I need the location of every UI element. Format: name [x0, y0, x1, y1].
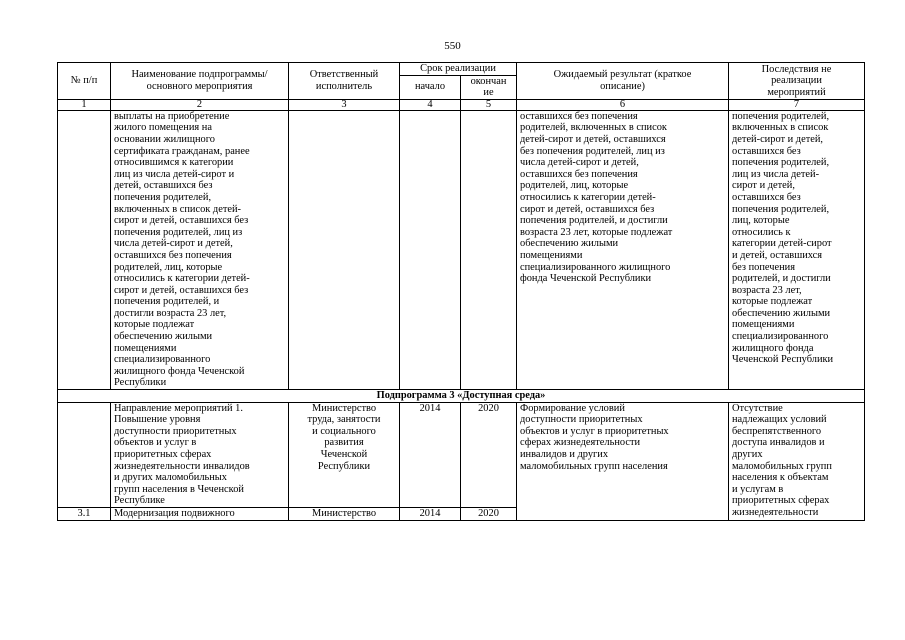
continued-executor-cell — [289, 110, 400, 389]
col-number-6: 6 — [517, 99, 729, 110]
measures-table — [57, 62, 865, 521]
col-number-3: 3 — [289, 99, 400, 110]
table-row-direction-1 — [58, 402, 865, 507]
col-number-1: 1 — [58, 99, 111, 110]
direction-number-cell — [58, 402, 111, 507]
table-row-continued — [58, 110, 865, 389]
continued-result-cell: оставшихся без попечения родителей, включенных в список детей-сирот и детей, оставшихся без попечения родителей, лиц из числа детей-сирот и детей, оставшихся без попечения родителей, лиц, которые относились к категории детей- сирот и детей, оставшихся без попечения родителей, и достигли возраста 23 лет, которые подлежат обеспечению жилыми помещениями специализированного жилищного фонда Чеченской Республики — [517, 110, 729, 389]
header-name: Наименование подпрограммы/ основного мероприятия — [111, 63, 289, 100]
direction-start-cell: 2014 — [400, 402, 461, 507]
direction-name-cell: Направление мероприятий 1. Повышение уровня доступности приоритетных объектов и услуг в приоритетных сферах жизнедеятельности инвалидов и других маломобильных групп населения в Чеченской Республике — [111, 402, 289, 507]
row-3-1-start: 2014 — [400, 507, 461, 520]
col-number-5: 5 — [461, 99, 517, 110]
section-row — [58, 390, 865, 403]
header-row — [58, 63, 865, 76]
direction-executor-cell: Министерство труда, занятости и социального развития Чеченской Республики — [289, 402, 400, 507]
continued-name-cell: выплаты на приобретение жилого помещения на основании жилищного сертификата гражданам, ранее относившимся к категории лиц из числа детей-сирот и детей, оставшихся без попечения родителей, включенных в список детей- сирот и детей, оставшихся без попечения родителей, лиц из числа детей-сирот и детей, оставшихся без попечения родителей, лиц, которые относились к категории детей- сирот и детей, оставшихся без попечения родителей, и достигли возраста 23 лет, которые подлежат обеспечению жилыми помещениями специализированного жилищного фонда Чеченской Республики — [111, 110, 289, 389]
continued-start-cell — [400, 110, 461, 389]
header-consequence: Последствия не реализации мероприятий — [729, 63, 865, 100]
continued-end-cell — [461, 110, 517, 389]
col-number-7: 7 — [729, 99, 865, 110]
header-number: № п/п — [58, 63, 111, 100]
continued-number-cell — [58, 110, 111, 389]
col-number-2: 2 — [111, 99, 289, 110]
row-3-1-executor: Министерство — [289, 507, 400, 520]
header-executor: Ответственный исполнитель — [289, 63, 400, 100]
continued-consequence-cell: попечения родителей, включенных в список детей-сирот и детей, оставшихся без попечения родителей, лиц из числа детей- сирот и детей, оставшихся без попечения родителей, лиц, которые относились к категории детей-сирот и детей, оставшихся без попечения родителей, и достигли возраста 23 лет, которые подлежат обеспечению жилыми помещениями специализированного жилищного фонда Чеченской Республики — [729, 110, 865, 389]
section-title: Подпрограмма 3 «Доступная среда» — [58, 390, 865, 403]
row-3-1-end: 2020 — [461, 507, 517, 520]
header-end: окончан ие — [461, 75, 517, 99]
direction-consequence-cell: Отсутствие надлежащих условий беспрепятственного доступа инвалидов и других маломобильных групп населения к объектам и услугам в приоритетных сферах жизнедеятельности — [729, 402, 865, 520]
direction-result-cell: Формирование условий доступности приоритетных объектов и услуг в приоритетных сферах жизнедеятельности инвалидов и других маломобильных групп населения — [517, 402, 729, 520]
direction-end-cell: 2020 — [461, 402, 517, 507]
page-number: 550 — [444, 40, 461, 52]
col-number-4: 4 — [400, 99, 461, 110]
row-3-1-number: 3.1 — [58, 507, 111, 520]
column-number-row — [58, 99, 865, 110]
header-start: начало — [400, 75, 461, 99]
header-result: Ожидаемый результат (краткое описание) — [517, 63, 729, 100]
row-3-1-name: Модернизация подвижного — [111, 507, 289, 520]
header-period: Срок реализации — [400, 63, 517, 76]
